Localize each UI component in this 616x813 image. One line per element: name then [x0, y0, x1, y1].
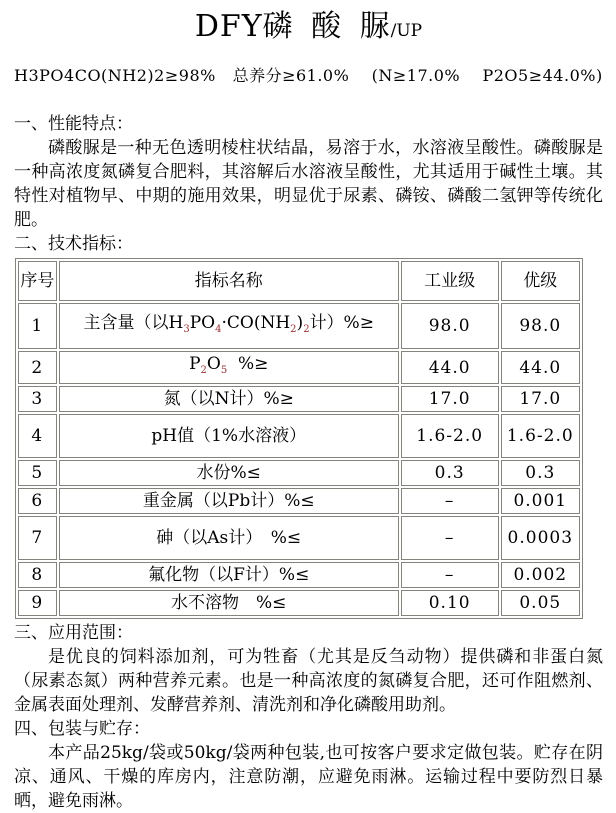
section-heading-features: 一、性能特点：	[14, 114, 133, 134]
indicator-name-text: )	[296, 312, 304, 333]
cell-indicator-name	[59, 303, 399, 349]
cell-indicator-name	[59, 488, 399, 514]
features-paragraph: 磷酸脲是一种无色透明棱柱状结晶，易溶于水，水溶液呈酸性。磷酸脲是一种高浓度氮磷复合肥料，其溶解后水溶液呈酸性，尤其适用于碱性土壤。其特性对植物早、中期的施用效果，明显优于尿素、磷铵、磷酸二氢钾等传统化肥。	[14, 138, 603, 230]
subscript-digit: 4	[215, 323, 222, 335]
indicator-name-text: 计）%≥	[309, 312, 374, 333]
table-row	[18, 460, 580, 486]
table-row	[18, 562, 580, 588]
cell-premium-grade-value: 1.6-2.0	[501, 414, 580, 458]
cell-row-number: 8	[18, 562, 57, 588]
table-row	[18, 488, 580, 514]
cell-premium-grade-value: 0.3	[501, 460, 580, 486]
cell-premium-grade-value: 98.0	[501, 303, 580, 349]
column-header-premium-grade: 优级	[501, 261, 580, 301]
cell-industrial-grade-value: 98.0	[401, 303, 499, 349]
subscript-digit: 2	[290, 323, 297, 335]
cell-industrial-grade-value: 0.10	[401, 590, 499, 616]
table-row	[18, 516, 580, 560]
indicator-name-text: 重金属（以Pb计）%≤	[142, 491, 315, 511]
cell-row-number: 7	[18, 516, 57, 560]
cell-premium-grade-value: 0.0003	[501, 516, 580, 560]
technical-indicators-table	[15, 258, 583, 619]
section-heading-packaging: 四、包装与贮存：	[14, 719, 150, 739]
subscript-digit: 2	[200, 365, 207, 376]
cell-industrial-grade-value: –	[401, 562, 499, 588]
indicator-name-text: 主含量（以H	[83, 312, 184, 333]
indicator-name-text: O	[206, 354, 221, 374]
section-heading-applications: 三、应用范围：	[14, 623, 133, 643]
column-header-no: 序号	[18, 261, 57, 301]
column-header-name: 指标名称	[59, 261, 399, 301]
table-row	[18, 351, 580, 384]
cell-industrial-grade-value: 1.6-2.0	[401, 414, 499, 458]
cell-row-number: 2	[18, 351, 57, 384]
cell-indicator-name	[59, 414, 399, 458]
indicator-name-text: %≥	[227, 354, 269, 374]
section-heading-specs: 二、技术指标：	[14, 234, 133, 254]
cell-indicator-name	[59, 386, 399, 412]
indicator-name-text: PO	[189, 312, 216, 333]
subscript-digit: 2	[303, 323, 310, 335]
cell-industrial-grade-value: 17.0	[401, 386, 499, 412]
indicator-name-text: pH值（1%水溶液）	[151, 426, 307, 446]
cell-industrial-grade-value: 44.0	[401, 351, 499, 384]
cell-premium-grade-value: 0.001	[501, 488, 580, 514]
table-row	[18, 590, 580, 616]
cell-row-number: 9	[18, 590, 57, 616]
cell-row-number: 3	[18, 386, 57, 412]
cell-premium-grade-value: 0.05	[501, 590, 580, 616]
indicator-name-text: 水份%≤	[196, 463, 261, 483]
page-title-suffix: /UP	[390, 21, 423, 41]
indicator-name-text: 氟化物（以F计）%≤	[148, 565, 310, 585]
subscript-digit: 5	[220, 365, 228, 376]
indicator-name-text: P	[189, 354, 201, 374]
cell-row-number: 5	[18, 460, 57, 486]
cell-premium-grade-value: 44.0	[501, 351, 580, 384]
cell-industrial-grade-value: –	[401, 516, 499, 560]
packaging-paragraph: 本产品25kg/袋或50kg/袋两种包装,也可按客户要求定做包装。贮存在阴凉、通风、干燥的库房内，注意防潮，应避免雨淋。运输过程中要防烈日暴晒，避免雨淋。	[14, 743, 603, 811]
cell-indicator-name	[59, 460, 399, 486]
indicator-name-text: ·CO(NH	[221, 312, 291, 333]
cell-premium-grade-value: 17.0	[501, 386, 580, 412]
spec-table-header-row	[18, 261, 580, 301]
cell-premium-grade-value: 0.002	[501, 562, 580, 588]
indicator-name-text: 砷（以As计） %≤	[156, 528, 302, 548]
indicator-name-text: 水不溶物 %≤	[171, 593, 287, 613]
cell-industrial-grade-value: 0.3	[401, 460, 499, 486]
table-row	[18, 414, 580, 458]
page-title-main: DFY磷 酸 脲	[194, 9, 391, 44]
spec-table-body	[18, 303, 580, 616]
chemical-spec-line: H3PO4CO(NH2)2≥98% 总养分≥61.0% (N≥17.0% P2O5≥44.0%)	[14, 66, 603, 85]
cell-indicator-name	[59, 590, 399, 616]
table-row	[18, 386, 580, 412]
cell-industrial-grade-value: –	[401, 488, 499, 514]
table-row	[18, 303, 580, 349]
cell-indicator-name	[59, 516, 399, 560]
cell-indicator-name	[59, 562, 399, 588]
cell-row-number: 4	[18, 414, 57, 458]
spec-table-head	[18, 261, 580, 301]
subscript-digit: 3	[183, 323, 190, 335]
page-title	[14, 6, 603, 52]
cell-indicator-name	[59, 351, 399, 384]
cell-row-number: 1	[18, 303, 57, 349]
applications-paragraph: 是优良的饲料添加剂，可为牲畜（尤其是反刍动物）提供磷和非蛋白氮（尿素态氮）两种营养元素。也是一种高浓度的氮磷复合肥，还可作阻燃剂、金属表面处理剂、发酵营养剂、清洗剂和净化磷酸用助剂。	[14, 647, 603, 715]
cell-row-number: 6	[18, 488, 57, 514]
indicator-name-text: 氮（以N计）%≥	[163, 389, 294, 409]
column-header-industrial-grade: 工业级	[401, 261, 499, 301]
